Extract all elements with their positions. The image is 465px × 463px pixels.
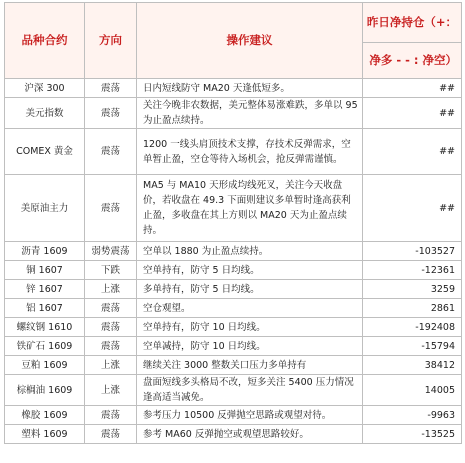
advice-cell: 空单减持，防守 10 日均线。 [137, 337, 363, 356]
table-row [5, 280, 462, 299]
advice-cell: 盘面短线多头格局不改，短多关注 5400 压力情况逢高适当减免。 [137, 375, 363, 406]
position-cell: 14005 [363, 375, 462, 406]
advice-cell: 1200 一线头肩顶技术支撑，存技术反弹需求，空单暂止盈，空仓等待入场机会，抢反弹需谨慎。 [137, 129, 363, 175]
direction-cell: 震荡 [85, 299, 137, 318]
direction-cell: 下跌 [85, 261, 137, 280]
advice-cell: 日内短线防守 MA20 天逢低短多。 [137, 79, 363, 98]
product-cell: 锌 1607 [5, 280, 85, 299]
direction-cell: 上涨 [85, 280, 137, 299]
header-direction: 方向 [85, 3, 137, 79]
table-row [5, 242, 462, 261]
position-cell: -15794 [363, 337, 462, 356]
table-header [5, 3, 462, 79]
product-cell: 塑料 1609 [5, 425, 85, 444]
direction-cell: 震荡 [85, 79, 137, 98]
table-row [5, 98, 462, 129]
header-advice: 操作建议 [137, 3, 363, 79]
direction-cell: 震荡 [85, 175, 137, 242]
header-product: 品种合约 [5, 3, 85, 79]
table-row [5, 375, 462, 406]
table-row [5, 356, 462, 375]
position-cell: ## [363, 79, 462, 98]
product-cell: 铝 1607 [5, 299, 85, 318]
position-cell: -13525 [363, 425, 462, 444]
position-cell: -9963 [363, 406, 462, 425]
advice-cell: 参考 MA60 反弹抛空或观望思路较好。 [137, 425, 363, 444]
product-cell: 橡胶 1609 [5, 406, 85, 425]
table-row [5, 79, 462, 98]
product-cell: 美原油主力 [5, 175, 85, 242]
position-cell: -12361 [363, 261, 462, 280]
position-cell: ## [363, 98, 462, 129]
position-cell: 2861 [363, 299, 462, 318]
advice-cell: 参考压力 10500 反弹抛空思路或观望对待。 [137, 406, 363, 425]
advice-cell: 关注今晚非农数据，美元整体易涨难跌，多单以 95 为止盈点续持。 [137, 98, 363, 129]
product-cell: 沥青 1609 [5, 242, 85, 261]
direction-cell: 震荡 [85, 98, 137, 129]
position-cell: -192408 [363, 318, 462, 337]
advice-cell: 多单持有，防守 5 日均线。 [137, 280, 363, 299]
product-cell: 沪深 300 [5, 79, 85, 98]
product-cell: 铜 1607 [5, 261, 85, 280]
strategy-table [4, 2, 462, 444]
table-row [5, 299, 462, 318]
direction-cell: 震荡 [85, 318, 137, 337]
direction-cell: 震荡 [85, 337, 137, 356]
advice-cell: 空单以 1880 为止盈点续持。 [137, 242, 363, 261]
product-cell: COMEX 黄金 [5, 129, 85, 175]
direction-cell: 震荡 [85, 425, 137, 444]
advice-cell: 空仓观望。 [137, 299, 363, 318]
advice-cell: 空单持有，防守 10 日均线。 [137, 318, 363, 337]
product-cell: 棕榈油 1609 [5, 375, 85, 406]
product-cell: 美元指数 [5, 98, 85, 129]
advice-cell: 空单持有，防守 5 日均线。 [137, 261, 363, 280]
direction-cell: 弱势震荡 [85, 242, 137, 261]
position-cell: ## [363, 175, 462, 242]
table-row [5, 337, 462, 356]
table-body [5, 79, 462, 444]
product-cell: 螺纹钢 1610 [5, 318, 85, 337]
advice-cell: MA5 与 MA10 天形成均线死叉，关注今天收盘价，若收盘在 49.3 下面则建议多单暂时逢高获利止盈，多收盘在其上方则以 MA20 天为止盈点续持。 [137, 175, 363, 242]
table-row [5, 175, 462, 242]
table-row [5, 261, 462, 280]
table-row [5, 425, 462, 444]
position-cell: 38412 [363, 356, 462, 375]
table-row [5, 406, 462, 425]
position-cell: 3259 [363, 280, 462, 299]
table-row [5, 318, 462, 337]
header-position-line1: 昨日净持仓（+： [363, 3, 462, 43]
table-row [5, 129, 462, 175]
direction-cell: 上涨 [85, 356, 137, 375]
header-position-line2: 净多 - - : 净空） [363, 43, 462, 79]
position-cell: -103527 [363, 242, 462, 261]
direction-cell: 震荡 [85, 406, 137, 425]
advice-cell: 继续关注 3000 整数关口压力多单持有 [137, 356, 363, 375]
direction-cell: 上涨 [85, 375, 137, 406]
product-cell: 铁矿石 1609 [5, 337, 85, 356]
product-cell: 豆粕 1609 [5, 356, 85, 375]
position-cell: ## [363, 129, 462, 175]
direction-cell: 震荡 [85, 129, 137, 175]
